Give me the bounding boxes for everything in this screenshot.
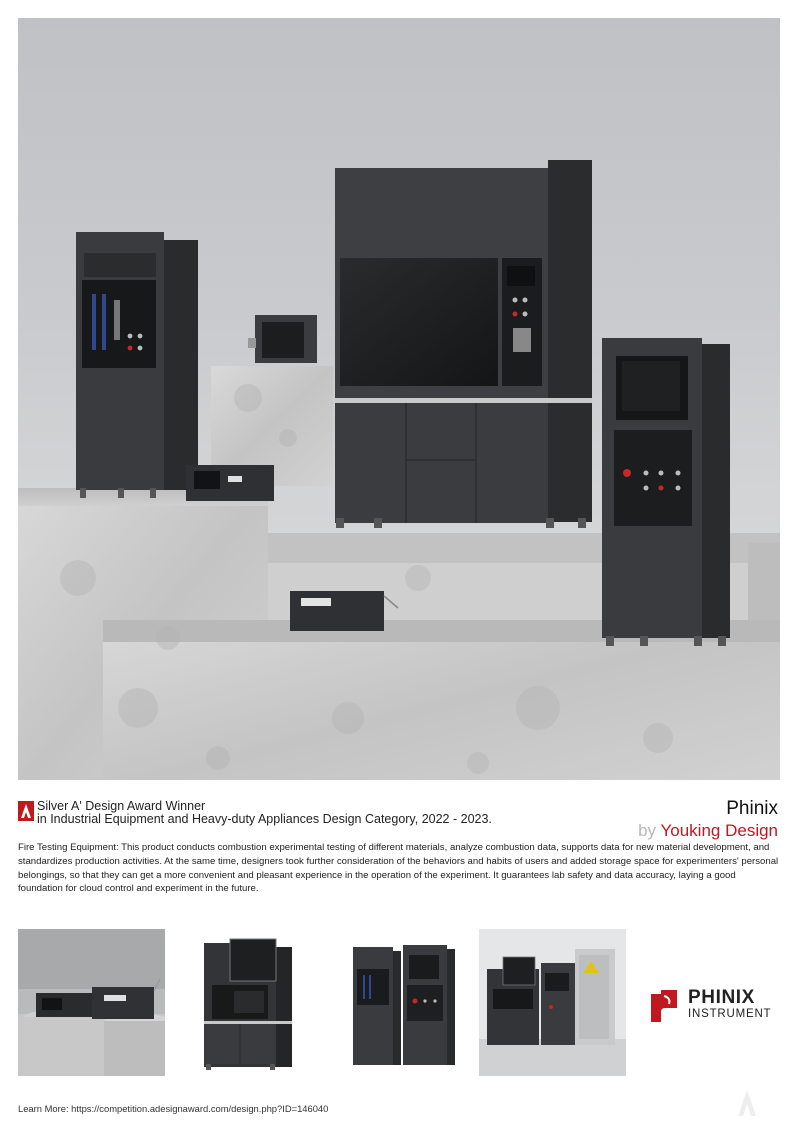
thumbnail-boxes-on-concrete	[18, 929, 165, 1076]
phinix-logo-icon	[649, 988, 679, 1024]
product-name: Phinix	[726, 798, 778, 819]
award-category: in Industrial Equipment and Heavy-duty Appliances Design Category, 2022 - 2023.	[37, 812, 492, 826]
a-design-award-logo-icon	[18, 801, 34, 821]
phinix-brand-logo	[640, 982, 770, 1032]
award-info	[18, 799, 518, 829]
thumbnail-open-cabinet	[172, 929, 319, 1076]
product-title-block	[638, 798, 778, 841]
brand-name: PHINIX	[688, 987, 755, 1008]
thumbnail-lab-scene	[479, 929, 626, 1076]
designer-name: Youking Design	[660, 821, 778, 840]
award-title: Silver A' Design Award Winner	[37, 799, 206, 813]
thumbnail-two-cabinets	[325, 929, 472, 1076]
a-design-watermark-icon	[736, 1088, 758, 1118]
designer-by-label: by	[638, 821, 657, 840]
product-description: Fire Testing Equipment: This product conducts combustion experimental testing of different materials, analyze combustion data, supports data for new material development, and standardizes production activities. At the same time, designers took further consideration of the behaviors and habits of users and added storage space for experimenters' personal belongings, so that they can get a more convenient and pleasant experience in the operation of the experiment. It guarantees lab safety and data accuracy, laying a good foundation for cloud control and experiment in the future.	[18, 842, 779, 895]
hero-product-photo	[18, 18, 780, 780]
brand-subtitle: INSTRUMENT	[688, 1008, 772, 1020]
designer-line	[638, 821, 778, 841]
learn-more-link[interactable]: Learn More: https://competition.adesignaward.com/design.php?ID=146040	[18, 1103, 329, 1114]
